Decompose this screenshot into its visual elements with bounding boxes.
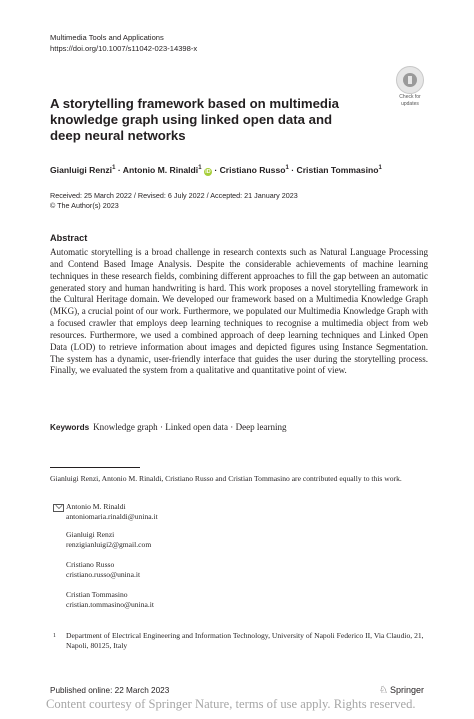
contribution-note: Gianluigi Renzi, Antonio M. Rinaldi, Cristiano Russo and Cristian Tommasino are contributed equally to this work.	[50, 474, 402, 483]
contact-entry	[66, 530, 151, 550]
check-for-updates-badge[interactable]	[393, 66, 427, 107]
contact-name: Cristian Tommasino	[66, 590, 128, 599]
author-affiliation-mark: 1	[112, 165, 116, 171]
author-list	[50, 163, 382, 176]
keywords-list: Knowledge graph · Linked open data · Deep learning	[93, 422, 287, 432]
badge-label-1: Check for	[399, 94, 421, 100]
author-separator: ·	[117, 164, 121, 175]
springer-horse-icon: ♘	[379, 685, 388, 696]
author-affiliation-mark: 1	[198, 165, 202, 171]
author-affiliation-mark: 1	[378, 165, 382, 171]
affiliation-text: Department of Electrical Engineering and Information Technology, University of Napoli Federico II, Via Claudio, 21, Napoli, 80125, Italy	[66, 631, 424, 650]
journal-header	[50, 32, 197, 54]
published-online: Published online: 22 March 2023	[50, 686, 170, 695]
author-separator: ·	[214, 164, 218, 175]
journal-name: Multimedia Tools and Applications	[50, 33, 164, 42]
courtesy-watermark: Content courtesy of Springer Nature, terms of use apply. Rights reserved.	[46, 697, 416, 711]
copyright: © The Author(s) 2023	[50, 201, 119, 210]
contact-email[interactable]: renzigianluigi2@gmail.com	[66, 540, 152, 549]
history-dates: Received: 25 March 2022 / Revised: 6 July 2022 / Accepted: 21 January 2023	[50, 191, 298, 200]
author-separator: ·	[291, 164, 295, 175]
contact-name: Gianluigi Renzi	[66, 530, 115, 539]
author-name[interactable]: Gianluigi Renzi	[50, 164, 113, 175]
badge-label-2: updates	[401, 100, 419, 107]
envelope-icon	[53, 504, 64, 512]
publication-dates	[50, 191, 298, 211]
publisher-logo[interactable]	[379, 685, 424, 696]
author-affiliation-mark: 1	[285, 165, 289, 171]
abstract-text: Automatic storytelling is a broad challenge in research contexts such as Natural Language Processing and Contend Based Image Analysis. Despite the considerable achievements of machine learning techniques in these research fields, combining different approaches to fill the gap between an automatic generated story and human handwriting is hard. This work proposes a novel storytelling framework in the Cultural Heritage domain. We developed our framework based on a Multimedia Knowledge Graph (MKG), a crucial point of our work. Furthermore, we populated our Multimedia Knowledge Graph with a focused crawler that employs deep learning techniques to recognise a multimedia object from web resources. Furthermore, we used a combined approach of deep learning techniques and Linked Open Data (LOD) to retrieve information about images and depicted figures using Instance Segmentation. The system has a dynamic, user-friendly interface that guides the user during the storytelling process. Finally, we evaluated the system from a qualitative and quantitative point of view.	[50, 247, 428, 376]
contact-entry	[66, 560, 140, 580]
contact-email[interactable]: cristian.tommasino@unina.it	[66, 600, 154, 609]
keywords-label: Keywords	[50, 423, 90, 432]
affiliation-number: 1	[53, 633, 56, 639]
footnote-divider	[50, 467, 140, 468]
doi-link[interactable]: https://doi.org/10.1007/s11042-023-14398-x	[50, 44, 198, 53]
orcid-icon[interactable]: iD	[205, 168, 211, 175]
keywords	[50, 422, 287, 432]
author-name[interactable]: Cristian Tommasino	[296, 164, 379, 175]
contact-email[interactable]: antoniomaria.rinaldi@unina.it	[66, 512, 158, 521]
contact-entry	[66, 502, 158, 522]
publisher-name: Springer	[389, 685, 424, 695]
contact-email[interactable]: cristiano.russo@unina.it	[66, 570, 141, 579]
check-for-updates-icon	[396, 66, 424, 94]
author-name[interactable]: Antonio M. Rinaldi	[122, 164, 199, 175]
contact-name: Cristiano Russo	[66, 560, 115, 569]
author-name[interactable]: Cristiano Russo	[219, 164, 286, 175]
abstract-heading: Abstract	[50, 233, 88, 243]
contact-entry	[66, 590, 154, 610]
contact-name: Antonio M. Rinaldi	[66, 502, 126, 511]
paper-title: A storytelling framework based on multimedia knowledge graph using linked open data and deep neural networks	[50, 96, 339, 143]
